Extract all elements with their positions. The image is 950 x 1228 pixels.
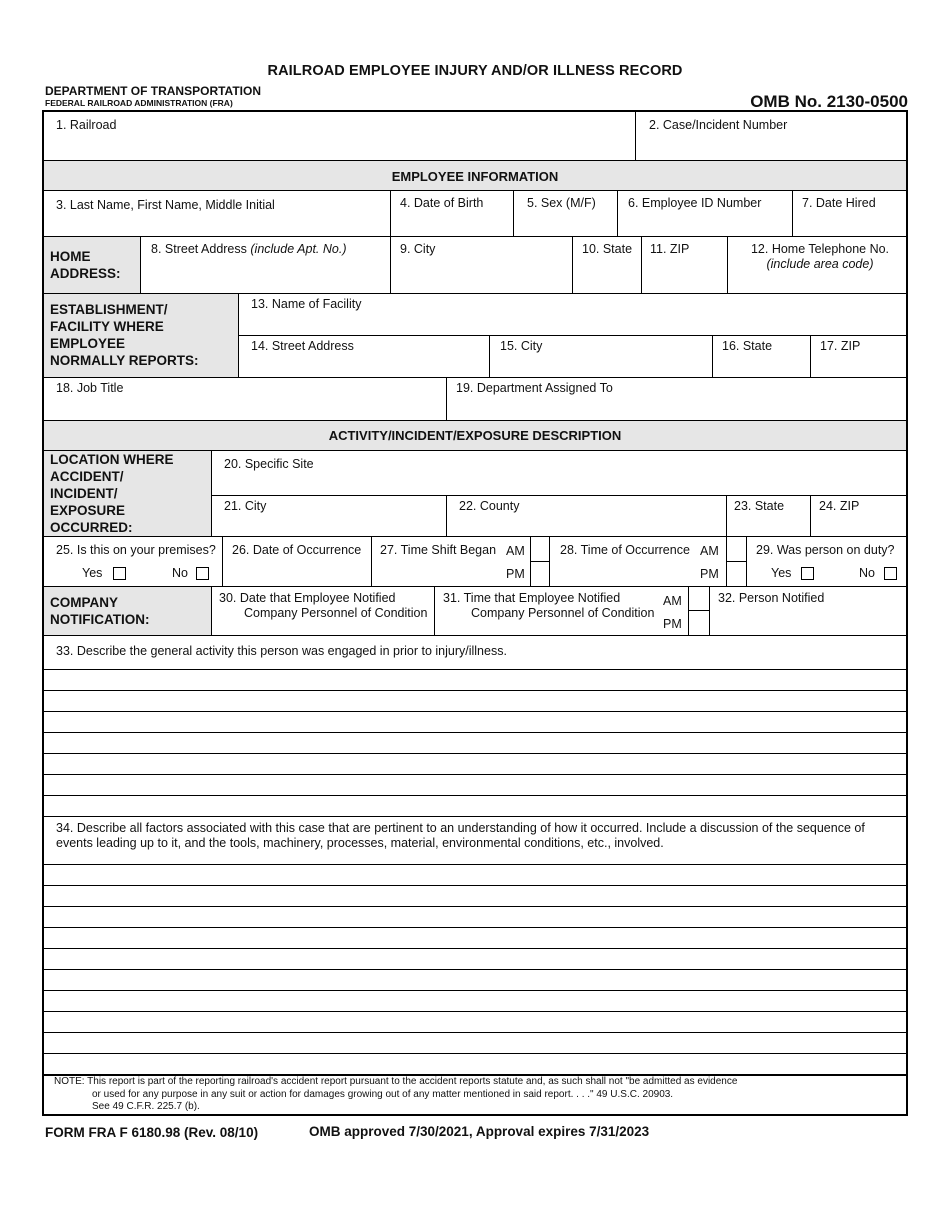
omb-number: OMB No. 2130-0500 <box>750 92 908 111</box>
sex-label: 5. Sex (M/F) <box>527 196 596 210</box>
job-title-label: 18. Job Title <box>56 381 124 395</box>
facility-city-label: 15. City <box>500 339 543 353</box>
person-notified-label: 32. Person Notified <box>718 591 825 605</box>
date-occurrence-label: 26. Date of Occurrence <box>232 543 362 557</box>
premises-yes-label: Yes <box>82 566 103 580</box>
legal-note: NOTE: This report is part of the reporting railroad's accident report pursuant to the accident reports statute and, as such shall not "be admitted as evidence or used for any purpose in any suit or action for damages growing out of any matter mentioned in said report. . . ." 49 U.S.C. 20903. See 49 C.F.R. 225.7 (b). <box>54 1076 738 1112</box>
company-notification-block: COMPANY NOTIFICATION: <box>50 595 150 627</box>
employee-id-label: 6. Employee ID Number <box>628 196 762 210</box>
location-state-label: 23. State <box>734 499 785 513</box>
dob-label: 4. Date of Birth <box>400 196 484 210</box>
facility-street-label: 14. Street Address <box>251 339 354 353</box>
on-duty-label: 29. Was person on duty? <box>756 543 895 557</box>
premises-label: 25. Is this on your premises? <box>56 543 216 557</box>
date-notified-label: 30. Date that Employee Notified Company Personnel of Condition <box>219 591 428 620</box>
time-notified-label: 31. Time that Employee Notified Company Personnel of Condition <box>443 591 655 620</box>
department-label: 19. Department Assigned To <box>456 381 613 395</box>
street-address-label: 8. Street Address (include Apt. No.) <box>151 242 347 256</box>
on-duty-no-checkbox[interactable] <box>884 567 897 580</box>
home-address-block: HOME ADDRESS: <box>50 249 121 281</box>
facility-state-label: 16. State <box>722 339 773 353</box>
shift-pm-label: PM <box>506 567 525 581</box>
notified-pm-label: PM <box>663 617 682 631</box>
occurrence-am-label: AM <box>700 544 719 558</box>
railroad-label: 1. Railroad <box>56 118 117 132</box>
name-label: 3. Last Name, First Name, Middle Initial <box>56 198 275 212</box>
activity-heading: ACTIVITY/INCIDENT/EXPOSURE DESCRIPTION <box>328 428 622 443</box>
facility-name-label: 13. Name of Facility <box>251 297 362 311</box>
time-occurrence-label: 28. Time of Occurrence <box>560 543 690 557</box>
location-city-label: 21. City <box>224 499 267 513</box>
on-duty-yes-checkbox[interactable] <box>801 567 814 580</box>
establishment-block: ESTABLISHMENT/ FACILITY WHERE EMPLOYEE NORMALLY REPORTS: <box>50 302 199 368</box>
factors-description-label: 34. Describe all factors associated with this case that are pertinent to an understanding of how it occurred. Include a discussion of the sequence of events leading up to it, and the tools, machinery, processes, material, environmental conditions, etc., involved. <box>56 821 865 850</box>
occurrence-am-box[interactable] <box>726 537 746 561</box>
location-block: LOCATION WHERE ACCIDENT/ INCIDENT/ EXPOSURE OCCURRED: <box>50 452 174 535</box>
city-label: 9. City <box>400 242 436 256</box>
on-duty-yes-label: Yes <box>771 566 792 580</box>
state-label: 10. State <box>582 242 633 256</box>
occurrence-pm-label: PM <box>700 567 719 581</box>
form-title: RAILROAD EMPLOYEE INJURY AND/OR ILLNESS RECORD <box>267 63 683 79</box>
facility-zip-label: 17. ZIP <box>820 339 861 353</box>
employee-info-heading: EMPLOYEE INFORMATION <box>391 169 559 184</box>
shift-began-label: 27. Time Shift Began <box>380 543 497 557</box>
injury-illness-form <box>42 110 908 1116</box>
department-name: DEPARTMENT OF TRANSPORTATION <box>45 84 261 98</box>
notified-am-label: AM <box>663 594 682 608</box>
form-number: FORM FRA F 6180.98 (Rev. 08/10) <box>45 1125 259 1140</box>
premises-yes-checkbox[interactable] <box>113 567 126 580</box>
occurrence-pm-box[interactable] <box>726 562 746 586</box>
location-zip-label: 24. ZIP <box>819 499 860 513</box>
zip-label: 11. ZIP <box>650 242 690 256</box>
premises-no-label: No <box>172 566 188 580</box>
case-number-label: 2. Case/Incident Number <box>649 118 788 132</box>
activity-description-label: 33. Describe the general activity this person was engaged in prior to injury/illness. <box>56 644 507 658</box>
shift-pm-box[interactable] <box>530 562 549 586</box>
agency-name: FEDERAL RAILROAD ADMINISTRATION (FRA) <box>45 98 233 108</box>
specific-site-label: 20. Specific Site <box>224 457 314 471</box>
shift-am-box[interactable] <box>530 537 549 561</box>
home-phone-label: 12. Home Telephone No. (include area code) <box>750 242 890 271</box>
on-duty-no-label: No <box>859 566 875 580</box>
county-label: 22. County <box>459 499 520 513</box>
premises-no-checkbox[interactable] <box>196 567 209 580</box>
omb-approval: OMB approved 7/30/2021, Approval expires 7/31/2023 <box>309 1124 650 1139</box>
date-hired-label: 7. Date Hired <box>802 196 876 210</box>
shift-am-label: AM <box>506 544 525 558</box>
